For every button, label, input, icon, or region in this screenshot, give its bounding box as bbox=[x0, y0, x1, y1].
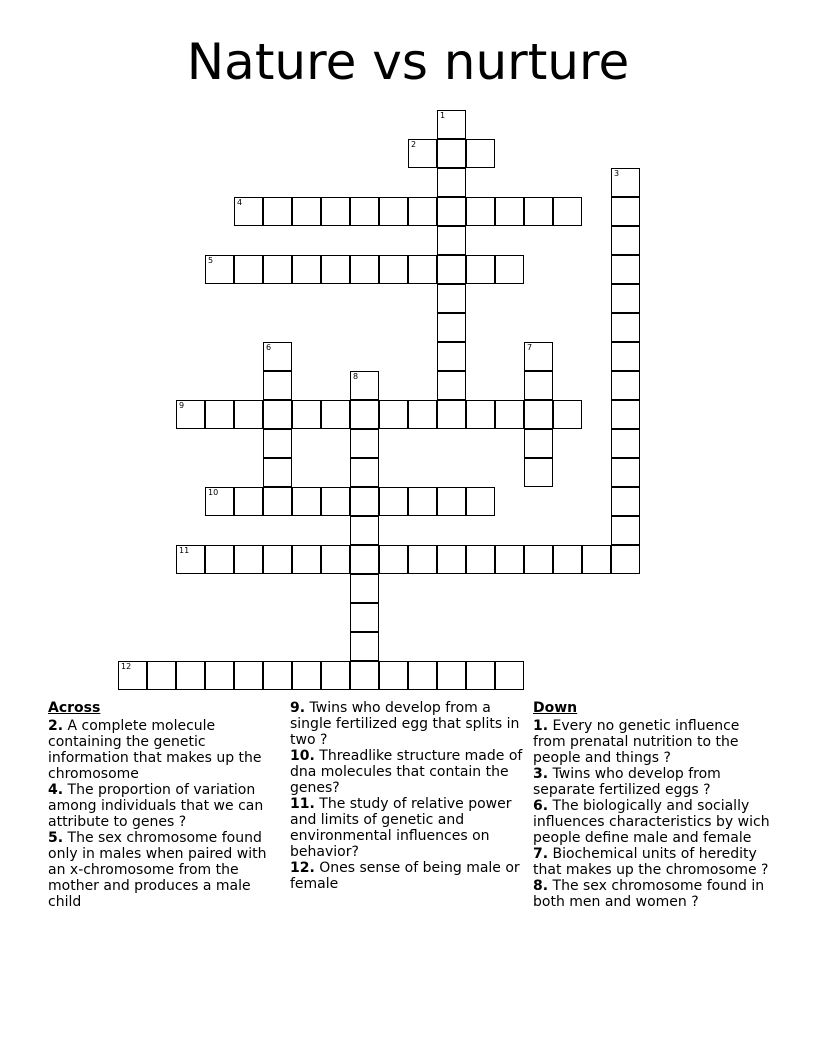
across-clues-column-2 bbox=[290, 700, 526, 892]
grid-cell[interactable] bbox=[263, 458, 292, 487]
down-clues-column bbox=[533, 700, 773, 910]
grid-cell[interactable] bbox=[234, 400, 263, 429]
across-clue-10: 10. Threadlike structure made of dna molecules that contain the genes? bbox=[290, 748, 523, 796]
across-clue-12: 12. Ones sense of being male or female bbox=[290, 860, 520, 892]
grid-cell[interactable] bbox=[321, 400, 350, 429]
down-clue-8: 8. The sex chromosome found in both men and women ? bbox=[533, 878, 765, 910]
clue-number: 6 bbox=[266, 343, 272, 352]
grid-cell[interactable] bbox=[379, 400, 408, 429]
grid-cell[interactable] bbox=[611, 313, 640, 342]
grid-cell[interactable] bbox=[495, 661, 524, 690]
grid-cell[interactable] bbox=[176, 661, 205, 690]
grid-cell[interactable] bbox=[350, 429, 379, 458]
grid-cell[interactable] bbox=[379, 255, 408, 284]
down-clue-6: 6. The biologically and socially influences characteristics by wich people define male and female bbox=[533, 798, 770, 846]
grid-cell[interactable] bbox=[292, 400, 321, 429]
grid-cell[interactable] bbox=[611, 197, 640, 226]
clue-number: 7 bbox=[527, 343, 533, 352]
grid-cell[interactable] bbox=[466, 139, 495, 168]
grid-cell[interactable] bbox=[234, 255, 263, 284]
grid-cell[interactable] bbox=[553, 400, 582, 429]
grid-cell[interactable] bbox=[408, 545, 437, 574]
grid-cell[interactable] bbox=[292, 545, 321, 574]
grid-cell[interactable] bbox=[611, 284, 640, 313]
clue-number: 9 bbox=[179, 401, 185, 410]
clue-number: 2 bbox=[411, 140, 417, 149]
across-clue-9: 9. Twins who develop from a single fertilized egg that splits in two ? bbox=[290, 700, 520, 748]
grid-cell[interactable] bbox=[379, 197, 408, 226]
grid-cell[interactable] bbox=[466, 545, 495, 574]
grid-cell[interactable] bbox=[292, 255, 321, 284]
across-clue-4: 4. The proportion of variation among individuals that we can attribute to genes ? bbox=[48, 782, 264, 830]
grid-cell[interactable] bbox=[408, 487, 437, 516]
grid-cell[interactable] bbox=[408, 139, 437, 168]
grid-cell[interactable] bbox=[263, 197, 292, 226]
down-heading: Down bbox=[533, 700, 578, 716]
grid-cell[interactable] bbox=[437, 255, 466, 284]
across-clue-11: 11. The study of relative power and limits of genetic and environmental influences on behavior? bbox=[290, 796, 512, 860]
grid-cell[interactable] bbox=[611, 226, 640, 255]
grid-cell[interactable] bbox=[292, 197, 321, 226]
grid-cell[interactable] bbox=[263, 545, 292, 574]
grid-cell[interactable] bbox=[466, 487, 495, 516]
grid-cell[interactable] bbox=[611, 487, 640, 516]
grid-cell[interactable] bbox=[350, 400, 379, 429]
clue-number: 11 bbox=[179, 546, 190, 555]
grid-cell[interactable] bbox=[321, 255, 350, 284]
grid-cell[interactable] bbox=[437, 226, 466, 255]
grid-cell[interactable] bbox=[582, 545, 611, 574]
grid-cell[interactable] bbox=[437, 139, 466, 168]
across-heading: Across bbox=[48, 700, 101, 716]
grid-cell[interactable] bbox=[495, 255, 524, 284]
grid-cell[interactable] bbox=[205, 487, 234, 516]
grid-cell[interactable] bbox=[524, 400, 553, 429]
grid-cell[interactable] bbox=[205, 661, 234, 690]
grid-cell[interactable] bbox=[437, 110, 466, 139]
grid-cell[interactable] bbox=[350, 487, 379, 516]
grid-cell[interactable] bbox=[147, 661, 176, 690]
grid-cell[interactable] bbox=[350, 516, 379, 545]
grid-cell[interactable] bbox=[611, 342, 640, 371]
clue-number: 10 bbox=[208, 488, 219, 497]
grid-cell[interactable] bbox=[379, 545, 408, 574]
grid-cell[interactable] bbox=[524, 342, 553, 371]
grid-cell[interactable] bbox=[611, 429, 640, 458]
across-clues-column-1 bbox=[48, 700, 280, 910]
grid-cell[interactable] bbox=[292, 661, 321, 690]
grid-cell[interactable] bbox=[292, 487, 321, 516]
grid-cell[interactable] bbox=[263, 255, 292, 284]
grid-cell[interactable] bbox=[466, 255, 495, 284]
grid-cell[interactable] bbox=[350, 197, 379, 226]
grid-cell[interactable] bbox=[321, 661, 350, 690]
grid-cell[interactable] bbox=[350, 574, 379, 603]
grid-cell[interactable] bbox=[495, 545, 524, 574]
grid-cell[interactable] bbox=[263, 342, 292, 371]
grid-cell[interactable] bbox=[553, 197, 582, 226]
grid-cell[interactable] bbox=[321, 487, 350, 516]
grid-cell[interactable] bbox=[437, 284, 466, 313]
grid-cell[interactable] bbox=[205, 545, 234, 574]
grid-cell[interactable] bbox=[437, 342, 466, 371]
down-clue-3: 3. Twins who develop from separate fertilized eggs ? bbox=[533, 766, 721, 798]
grid-cell[interactable] bbox=[350, 371, 379, 400]
grid-cell[interactable] bbox=[611, 255, 640, 284]
across-clue-2: 2. A complete molecule containing the genetic information that makes up the chromosome bbox=[48, 718, 262, 782]
down-clue-7: 7. Biochemical units of heredity that makes up the chromosome ? bbox=[533, 846, 769, 878]
grid-cell[interactable] bbox=[466, 400, 495, 429]
grid-cell[interactable] bbox=[234, 545, 263, 574]
grid-cell[interactable] bbox=[263, 429, 292, 458]
puzzle-title: Nature vs nurture bbox=[186, 33, 630, 91]
grid-cell[interactable] bbox=[350, 545, 379, 574]
grid-cell[interactable] bbox=[524, 545, 553, 574]
grid-cell[interactable] bbox=[379, 661, 408, 690]
down-clue-1: 1. Every no genetic influence from prenatal nutrition to the people and things ? bbox=[533, 718, 740, 766]
clue-number: 12 bbox=[121, 662, 132, 671]
grid-cell[interactable] bbox=[118, 661, 147, 690]
grid-cell[interactable] bbox=[408, 197, 437, 226]
grid-cell[interactable] bbox=[437, 371, 466, 400]
grid-cell[interactable] bbox=[379, 487, 408, 516]
grid-cell[interactable] bbox=[176, 400, 205, 429]
clue-number: 4 bbox=[237, 198, 243, 207]
grid-cell[interactable] bbox=[611, 545, 640, 574]
grid-cell[interactable] bbox=[611, 516, 640, 545]
grid-cell[interactable] bbox=[205, 255, 234, 284]
grid-cell[interactable] bbox=[205, 400, 234, 429]
grid-cell[interactable] bbox=[350, 603, 379, 632]
grid-cell[interactable] bbox=[611, 371, 640, 400]
grid-cell[interactable] bbox=[437, 545, 466, 574]
grid-cell[interactable] bbox=[321, 197, 350, 226]
grid-cell[interactable] bbox=[437, 313, 466, 342]
grid-cell[interactable] bbox=[495, 197, 524, 226]
grid-cell[interactable] bbox=[524, 197, 553, 226]
grid-cell[interactable] bbox=[350, 458, 379, 487]
across-clue-5: 5. The sex chromosome found only in males when paired with an x-chromosome from the mother and produces a male child bbox=[48, 830, 267, 910]
grid-cell[interactable] bbox=[466, 197, 495, 226]
grid-cell[interactable] bbox=[524, 429, 553, 458]
grid-cell[interactable] bbox=[437, 661, 466, 690]
grid-cell[interactable] bbox=[408, 400, 437, 429]
grid-cell[interactable] bbox=[263, 400, 292, 429]
grid-cell[interactable] bbox=[350, 632, 379, 661]
clue-number: 3 bbox=[614, 169, 620, 178]
grid-cell[interactable] bbox=[437, 487, 466, 516]
grid-cell[interactable] bbox=[176, 545, 205, 574]
grid-cell[interactable] bbox=[611, 400, 640, 429]
clue-number: 5 bbox=[208, 256, 214, 265]
grid-cell[interactable] bbox=[437, 197, 466, 226]
clue-number: 8 bbox=[353, 372, 359, 381]
grid-cell[interactable] bbox=[263, 661, 292, 690]
grid-cell[interactable] bbox=[495, 400, 524, 429]
grid-cell[interactable] bbox=[234, 197, 263, 226]
grid-cell[interactable] bbox=[263, 371, 292, 400]
grid-cell[interactable] bbox=[524, 371, 553, 400]
grid-cell[interactable] bbox=[466, 661, 495, 690]
grid-cell[interactable] bbox=[611, 168, 640, 197]
grid-cell[interactable] bbox=[437, 400, 466, 429]
clue-number: 1 bbox=[440, 111, 446, 120]
grid-cell[interactable] bbox=[234, 487, 263, 516]
grid-cell[interactable] bbox=[524, 458, 553, 487]
grid-cell[interactable] bbox=[350, 661, 379, 690]
grid-cell[interactable] bbox=[408, 255, 437, 284]
grid-cell[interactable] bbox=[553, 545, 582, 574]
grid-cell[interactable] bbox=[234, 661, 263, 690]
grid-cell[interactable] bbox=[321, 545, 350, 574]
grid-cell[interactable] bbox=[611, 458, 640, 487]
grid-cell[interactable] bbox=[263, 487, 292, 516]
grid-cell[interactable] bbox=[437, 168, 466, 197]
grid-cell[interactable] bbox=[350, 255, 379, 284]
grid-cell[interactable] bbox=[408, 661, 437, 690]
